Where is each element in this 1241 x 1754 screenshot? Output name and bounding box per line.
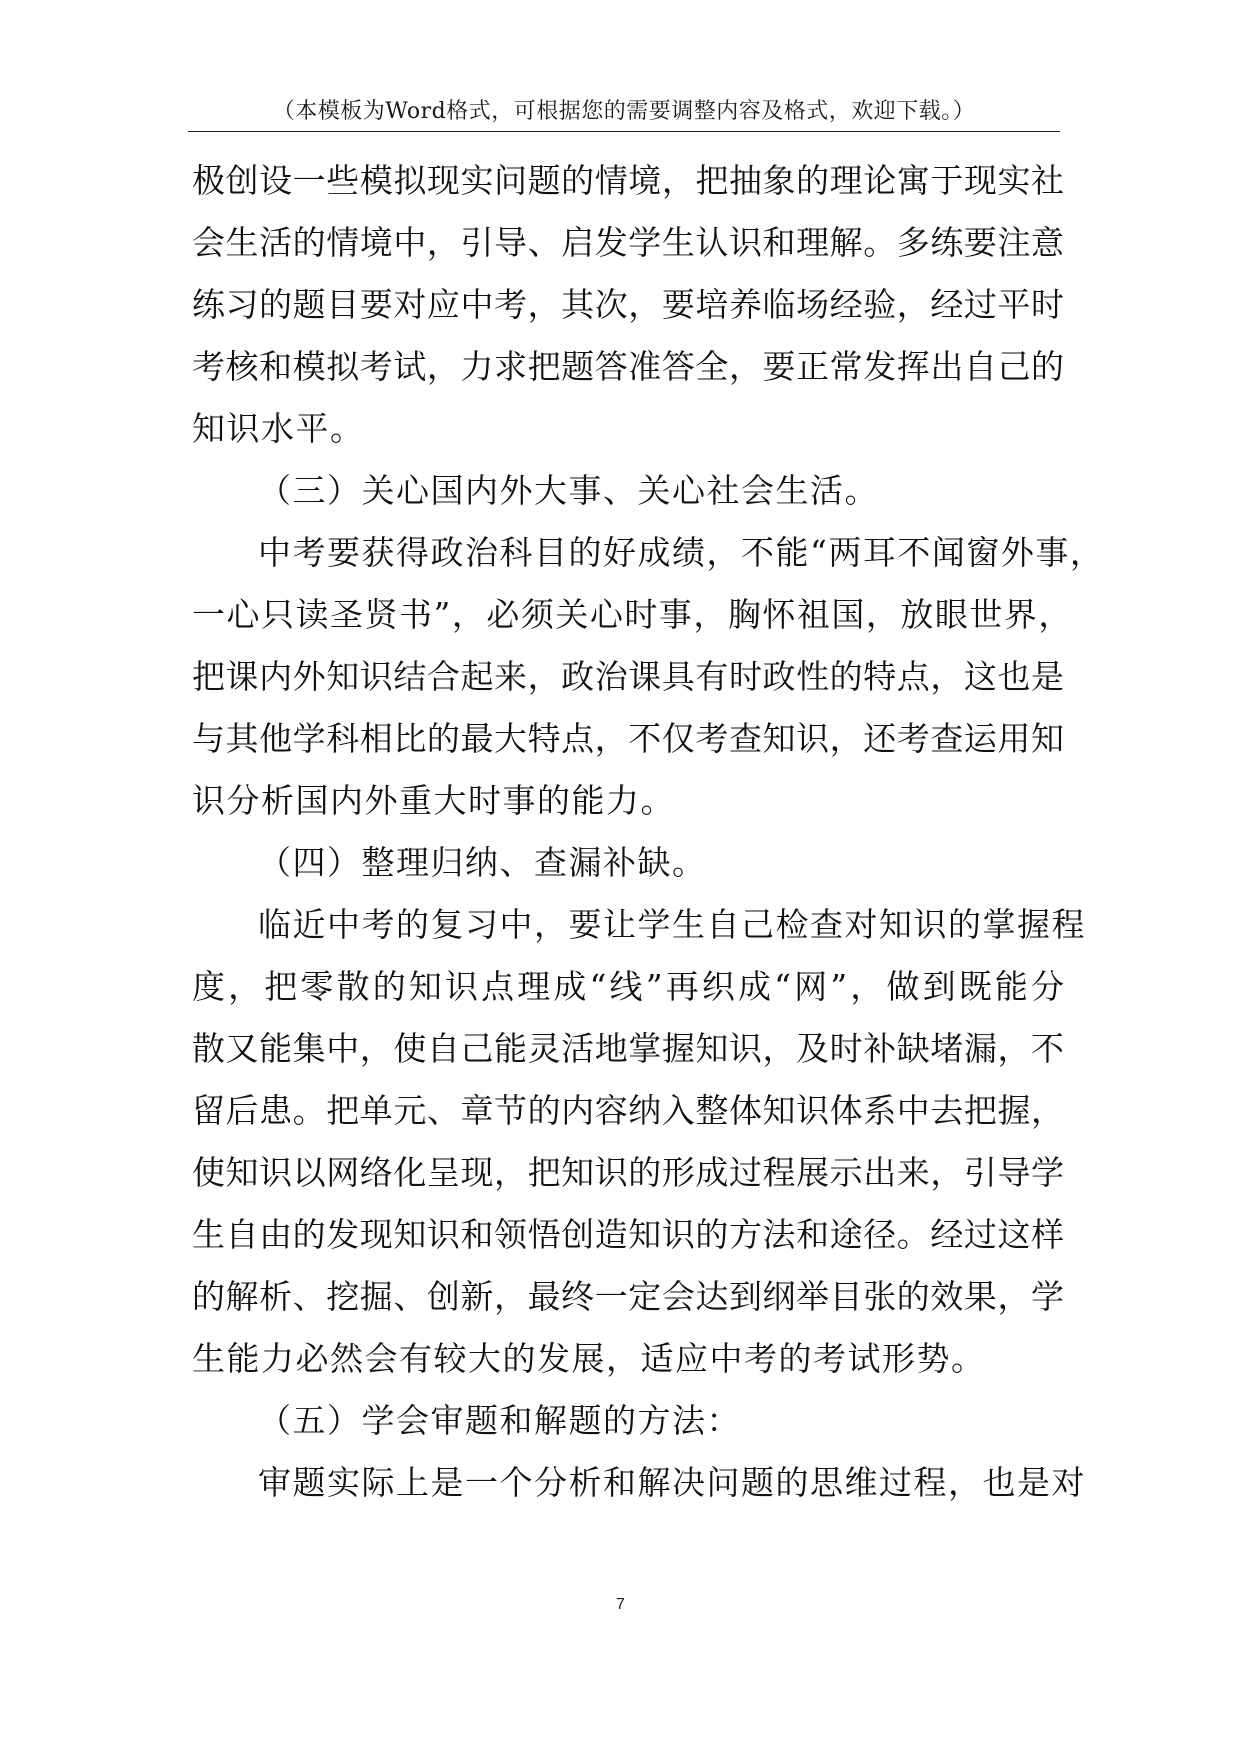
text-line: 练习的题目要对应中考，其次，要培养临场经验，经过平时 [192, 285, 1064, 324]
text-line: 留后患。把单元、章节的内容纳入整体知识体系中去把握， [192, 1091, 1064, 1130]
text-line: 临近中考的复习中，要让学生自己检查对知识的掌握程 [258, 905, 1086, 944]
section-heading-3: （三）关心国内外大事、关心社会生活。 [258, 471, 879, 510]
text-line: 中考要获得政治科目的好成绩，不能“两耳不闻窗外事， [258, 533, 1105, 572]
text-line: 生自由的发现知识和领悟创造知识的方法和途径。经过这样 [192, 1215, 1064, 1254]
text-line: 把课内外知识结合起来，政治课具有时政性的特点，这也是 [192, 657, 1064, 696]
text-line: 识分析国内外重大时事的能力。 [192, 781, 675, 820]
text-line: 知识水平。 [192, 409, 365, 448]
text-line: 审题实际上是一个分析和解决问题的思维过程，也是对 [258, 1463, 1086, 1502]
text-line: 散又能集中，使自己能灵活地掌握知识，及时补缺堵漏，不 [192, 1029, 1064, 1068]
text-line: 会生活的情境中，引导、启发学生认识和理解。多练要注意 [192, 223, 1064, 262]
text-line: 生能力必然会有较大的发展，适应中考的考试形势。 [192, 1339, 986, 1378]
text-line: 极创设一些模拟现实问题的情境，把抽象的理论寓于现实社 [192, 161, 1064, 200]
section-heading-5: （五）学会审题和解题的方法： [258, 1401, 741, 1440]
page-number: 7 [616, 1596, 625, 1613]
text-line: 的解析、挖掘、创新，最终一定会达到纲举目张的效果，学 [192, 1277, 1064, 1316]
header-divider [188, 131, 1060, 132]
text-line: 考核和模拟考试，力求把题答准答全，要正常发挥出自己的 [192, 347, 1064, 386]
text-line: 一心只读圣贤书”，必须关心时事，胸怀祖国，放眼世界， [192, 595, 1073, 634]
page-header-note: （本模板为Word格式，可根据您的需要调整内容及格式，欢迎下载。） [272, 99, 976, 124]
text-line: 使知识以网络化呈现，把知识的形成过程展示出来，引导学 [192, 1153, 1064, 1192]
text-line: 与其他学科相比的最大特点，不仅考查知识，还考查运用知 [192, 719, 1064, 758]
section-heading-4: （四）整理归纳、查漏补缺。 [258, 843, 707, 882]
text-line: 度，把零散的知识点理成“线”再织成“网”，做到既能分 [192, 967, 1064, 1006]
document-body [192, 150, 1105, 1514]
